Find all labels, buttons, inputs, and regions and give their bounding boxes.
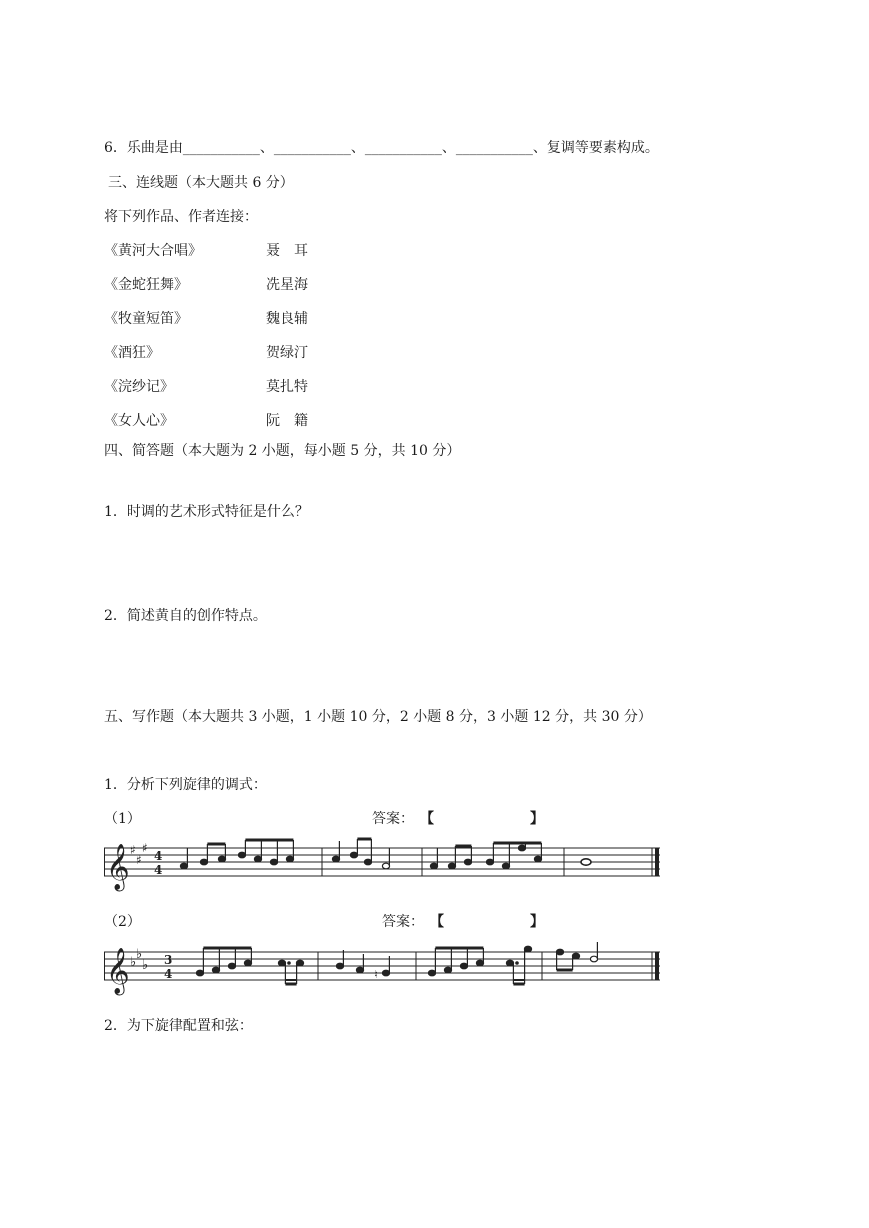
time-signature: 4 (154, 863, 163, 877)
author-item: 阮 籍 (266, 413, 308, 429)
svg-text:♭: ♭ (130, 955, 137, 970)
work-item: 《牧童短笛》 (104, 311, 188, 327)
answer-bracket-open: 【 (420, 811, 434, 827)
author-item: 冼星海 (266, 277, 308, 293)
short-answer-q2: 2．简述黄自的创作特点。 (104, 608, 267, 624)
treble-clef-icon: 𝄞 (106, 844, 130, 890)
example-1-answer-label: 答案： (372, 811, 414, 827)
svg-text:♭: ♭ (136, 947, 143, 962)
answer-bracket-close: 】 (530, 811, 544, 827)
section-4-heading: 四、简答题（本大题为 2 小题，每小题 5 分，共 10 分） (104, 443, 461, 459)
short-answer-q1: 1．时调的艺术形式特征是什么？ (104, 504, 309, 520)
work-item: 《金蛇狂舞》 (104, 277, 188, 293)
music-staff-1 (104, 836, 664, 896)
key-signature-sharps (130, 841, 148, 867)
example-1-label: （1） (104, 811, 141, 827)
treble-clef-icon: 𝄞 (106, 948, 130, 994)
work-item: 《黄河大合唱》 (104, 243, 202, 259)
time-signature: 4 (164, 967, 173, 981)
author-item: 贺绿汀 (266, 345, 308, 361)
question-6: 6．乐曲是由___________、___________、___________、___________、复调等要素构成。 (104, 140, 659, 156)
svg-text:♯: ♯ (142, 841, 148, 855)
time-signature: 4 (154, 849, 163, 863)
example-2-answer-label: 答案： (382, 914, 424, 930)
author-item: 魏良辅 (266, 311, 308, 327)
key-signature-flats (130, 947, 148, 973)
work-item: 《浣纱记》 (104, 379, 174, 395)
svg-text:♯: ♯ (136, 853, 142, 867)
time-signature: 3 (164, 953, 173, 967)
section-3-heading: 三、连线题（本大题共 6 分） (108, 175, 294, 191)
author-item: 聂 耳 (266, 243, 308, 259)
section-5-heading: 五、写作题（本大题共 3 小题，1 小题 10 分，2 小题 8 分，3 小题 12 分，共 30 分） (104, 709, 652, 725)
matching-instruction: 将下列作品、作者连接： (104, 209, 258, 225)
example-2-label: （2） (104, 914, 141, 930)
author-item: 莫扎特 (266, 379, 308, 395)
answer-bracket-open: 【 (430, 914, 444, 930)
svg-text:♯: ♯ (130, 843, 136, 857)
work-item: 《酒狂》 (104, 345, 160, 361)
answer-bracket-close: 】 (530, 914, 544, 930)
svg-text:♮: ♮ (374, 968, 378, 981)
svg-text:♭: ♭ (142, 958, 149, 973)
work-item: 《女人心》 (104, 413, 174, 429)
writing-q2: 2．为下旋律配置和弦： (104, 1018, 253, 1034)
writing-q1: 1．分析下列旋律的调式： (104, 777, 267, 793)
music-staff-2 (104, 940, 664, 1000)
